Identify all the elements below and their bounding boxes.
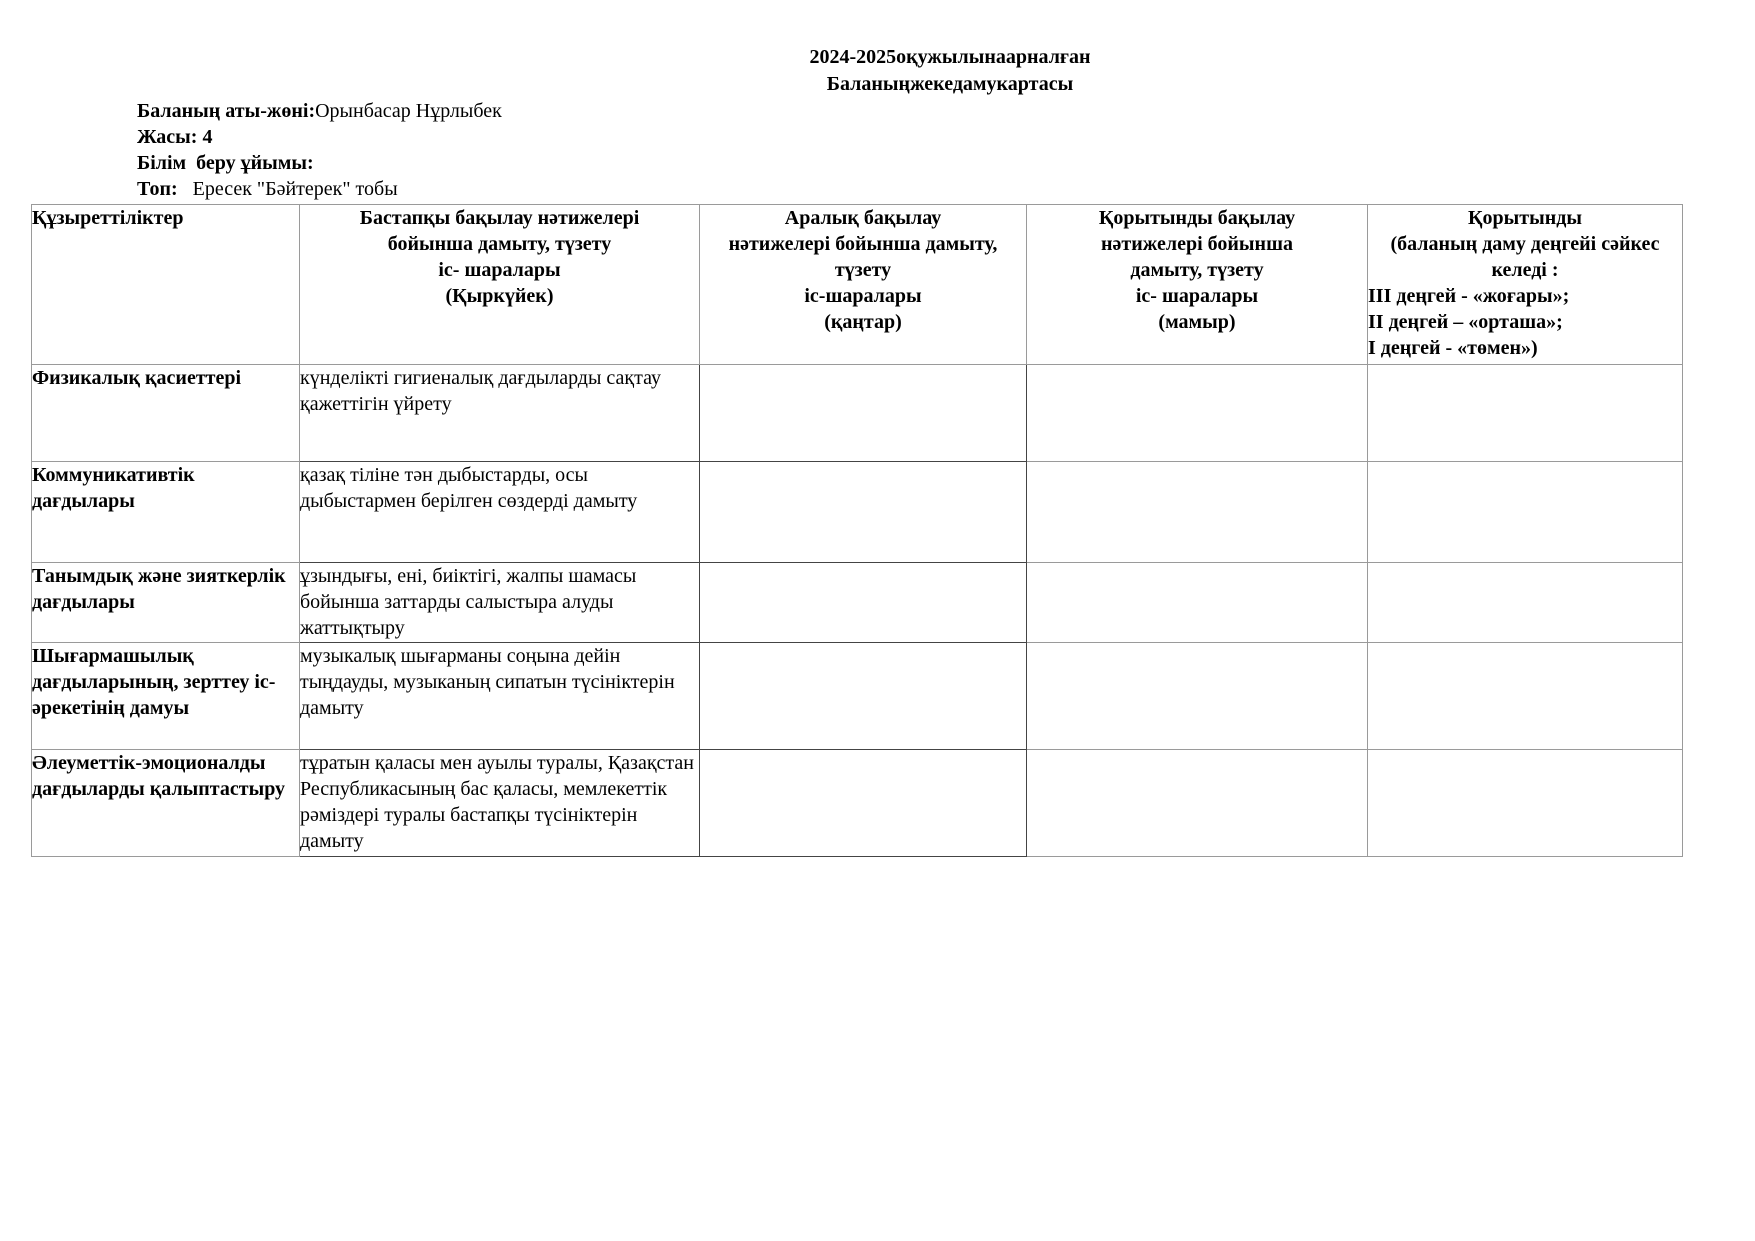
intermediate-measures-cell [700,563,1027,643]
conclusion-cell [1368,365,1683,462]
header-line: (қаңтар) [824,311,902,333]
header-line: түзету [834,259,892,281]
table-row [32,462,1683,563]
intermediate-measures-cell [700,365,1027,462]
header-final-control [1027,205,1368,365]
header-line: ІІІ деңгей - «жоғары»; [1368,285,1570,307]
age-row [137,124,502,150]
final-measures-cell [1027,643,1368,750]
table-row [32,750,1683,857]
header-line: келеді : [1491,259,1559,281]
group-value: Ересек "Бәйтерек" тобы [192,178,398,200]
conclusion-cell [1368,750,1683,857]
document-title [600,44,1300,98]
age-label: Жасы: [137,126,198,148]
header-line: (Қыркүйек) [445,285,554,307]
final-measures-cell [1027,462,1368,563]
title-line-2: Баланыңжекедамукартасы [826,73,1074,95]
group-row [137,176,502,202]
header-line: Аралық бақылау [784,207,942,229]
header-row [32,205,1683,365]
initial-measures-cell: ұзындығы, ені, биіктігі, жалпы шамасы бойынша заттарды салыстыра алуды жаттықтыру [300,563,700,643]
competency-cell: Әлеуметтік-эмоционалды дағдыларды қалыптастыру [32,750,300,857]
header-line: нәтижелері бойынша [1101,233,1293,255]
header-line: іс- шаралары [438,259,561,281]
header-conclusion [1368,205,1683,365]
conclusion-cell [1368,462,1683,563]
child-info [137,98,502,202]
header-line: Қорытынды [1468,207,1582,229]
header-initial [300,205,700,365]
initial-measures-cell: тұратын қаласы мен ауылы туралы, Қазақстан Республикасының бас қаласы, мемлекеттік рәміздері туралы бастапқы түсініктерін дамыту [300,750,700,857]
conclusion-cell [1368,643,1683,750]
final-measures-cell [1027,365,1368,462]
header-line: (баланың даму деңгейі сәйкес [1390,233,1660,255]
name-label: Баланың аты-жөні: [137,100,316,122]
competency-cell: Физикалық қасиеттері [32,365,300,462]
org-row [137,150,502,176]
final-measures-cell [1027,563,1368,643]
name-value: Орынбасар Нұрлыбек [315,100,502,122]
final-measures-cell [1027,750,1368,857]
competency-cell: Коммуникативтік дағдылары [32,462,300,563]
initial-measures-cell: музыкалық шығарманы соңына дейін тыңдауды, музыканың сипатын түсініктерін дамыту [300,643,700,750]
group-label: Топ: [137,178,178,200]
header-line: іс- шаралары [1135,285,1259,307]
header-line: ІІ деңгей – «орташа»; [1368,311,1563,333]
header-line: І деңгей - «төмен») [1368,337,1538,359]
conclusion-cell [1368,563,1683,643]
org-label: Білім беру ұйымы: [137,152,314,174]
initial-measures-cell: күнделікті гигиеналық дағдыларды сақтау қажеттігін үйрету [300,365,700,462]
header-line: дамыту, түзету [1130,259,1264,281]
intermediate-measures-cell [700,643,1027,750]
age-value: 4 [202,126,213,148]
header-line: нәтижелері бойынша дамыту, [728,233,998,255]
header-intermediate [700,205,1027,365]
initial-measures-cell: қазақ тіліне тән дыбыстарды, осы дыбыстармен берілген сөздерді дамыту [300,462,700,563]
table-row [32,365,1683,462]
table-row [32,643,1683,750]
competency-cell: Шығармашылық дағдыларының, зерттеу іс- әрекетінің дамуы [32,643,300,750]
intermediate-measures-cell [700,462,1027,563]
header-line: іс-шаралары [804,285,922,307]
intermediate-measures-cell [700,750,1027,857]
header-competencies: Құзыреттіліктер [32,205,300,365]
header-line: (мамыр) [1158,311,1236,333]
development-card-table [31,204,1683,857]
header-line: Қорытынды бақылау [1098,207,1296,229]
competency-cell: Танымдық және зияткерлік дағдылары [32,563,300,643]
header-line: бойынша дамыту, түзету [387,233,612,255]
title-line-1: 2024-2025оқужылынаарналған [809,46,1091,68]
header-line: Бастапқы бақылау нәтижелері [359,207,640,229]
table-row [32,563,1683,643]
name-row [137,98,502,124]
